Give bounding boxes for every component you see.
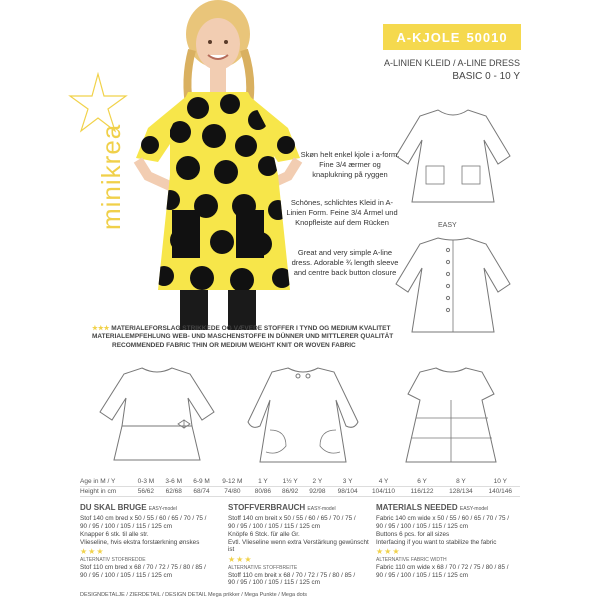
- pattern-title: [383, 24, 521, 50]
- easy-label: EASY: [438, 222, 457, 229]
- back-view-drawing: [388, 232, 518, 342]
- rating-stars: ★★★: [376, 547, 401, 557]
- materials-heading: DU SKAL BRUGE: [80, 503, 147, 512]
- pattern-name: A-KJOLE: [396, 29, 461, 45]
- design-detail-footer: DESIGNDETALJE / ZIERDETAIL / DESIGN DETAIL Mega prikker / Mega Punkte / Mega dots: [80, 592, 307, 598]
- variant-colorblock-drawing: [386, 358, 516, 468]
- subtitle-dress: A-LINIEN KLEID / A-LINE DRESS: [383, 58, 520, 68]
- materials-heading: MATERIALS NEEDED: [376, 503, 458, 512]
- variant-pocket-drawing: [238, 358, 368, 468]
- age-row: Age in M / Y 0-3 M 3-6 M 6-9 M 9-12 M 1 Y 1½ Y 2 Y 3 Y 4 Y 6 Y 8 Y 10 Y: [80, 477, 520, 487]
- materials-german: STOFFVERBRAUCH EASY-model Stoff 140 cm breit x 50 / 55 / 60 / 65 / 70 / 75 / 90 / 95 / 100 / 105 / 115 / 125 cm Knöpfe 6 Stck. für alle Gr. Evtl. Vlieseline wenn extra Verstärkung gewünscht ist ★★★ ALTERNATIVE STOFFBREITE Stoff 110 cm breit x 68 / 70 / 72 / 75 / 80 / 85 / 90 / 95 / 100 / 105 / 115 / 125 cm: [228, 503, 369, 587]
- brand-name: minikrea: [96, 123, 126, 230]
- fabric-line-dk: ★★★ MATERIALEFORSLAG STRIKKEDE OG VÆVEDE STOFFER I TYND OG MEDIUM KVALITET: [92, 325, 391, 332]
- variant-peplum-drawing: [92, 358, 222, 468]
- rating-stars: ★★★: [228, 555, 253, 565]
- materials-english: MATERIALS NEEDED EASY-model Fabric 140 cm wide x 50 / 55 / 60 / 65 / 70 / 75 / 90 / 95 / 100 / 105 / 115 / 125 cm Buttons 6 pcs. for all sizes Interfacing if you want to stabilize the fabric ★★★ ALTERNATIVE FABRIC WIDTH Fabric 110 cm wide x 68 / 70 / 72 / 75 / 80 / 85 / 90 / 95 / 100 / 105 / 115 / 125 cm: [376, 503, 518, 579]
- description-english: Great and very simple A-line dress. Adorable ¾ length sleeve and centre back button closure: [291, 248, 399, 277]
- subtitle-basic: BASIC 0 - 10 Y: [452, 71, 520, 82]
- height-label: Height in cm: [80, 488, 117, 495]
- description-german: Schönes, schlichtes Kleid in A-Linien Form. Feine 3/4 Ärmel und Knopfleiste auf dem Rücken: [286, 198, 398, 227]
- materials-danish: DU SKAL BRUGE EASY-model Stof 140 cm bred x 50 / 55 / 60 / 65 / 70 / 75 / 90 / 95 / 100 / 105 / 115 / 125 cm Knapper 6 stk. til alle str. Vlieseline, hvis ekstra forstærkning ønskes ★★★ ALTERNATIV STOFBREDDE Stof 110 cm bred x 68 / 70 / 72 / 75 / 80 / 85 / 90 / 95 / 100 / 105 / 115 / 125 cm: [80, 503, 222, 579]
- fabric-line-de: MATERIALEMPFEHLUNG WEB- UND MASCHENSTOFFE IN DÜNNER UND MITTLERER QUALITÄT: [92, 333, 394, 340]
- pattern-number: 50010: [466, 29, 508, 45]
- description-danish: Skøn helt enkel kjole i a-form. Fine 3/4 ærmer og knaplukning på ryggen: [300, 150, 400, 179]
- height-row: Height in cm 56/62 62/68 68/74 74/80 80/86 86/92 92/98 98/104 104/110 116/122 128/134 140/146: [80, 487, 520, 497]
- age-label: Age in M / Y: [80, 478, 116, 485]
- fabric-line-en: RECOMMENDED FABRIC THIN OR MEDIUM WEIGHT KNIT OR WOVEN FABRIC: [112, 342, 356, 349]
- rating-stars: ★★★: [80, 547, 105, 557]
- front-view-drawing: [388, 100, 518, 210]
- size-table: [80, 477, 520, 497]
- materials-heading: STOFFVERBRAUCH: [228, 503, 306, 512]
- rating-stars: ★★★: [92, 325, 110, 332]
- model-photo: [118, 0, 318, 330]
